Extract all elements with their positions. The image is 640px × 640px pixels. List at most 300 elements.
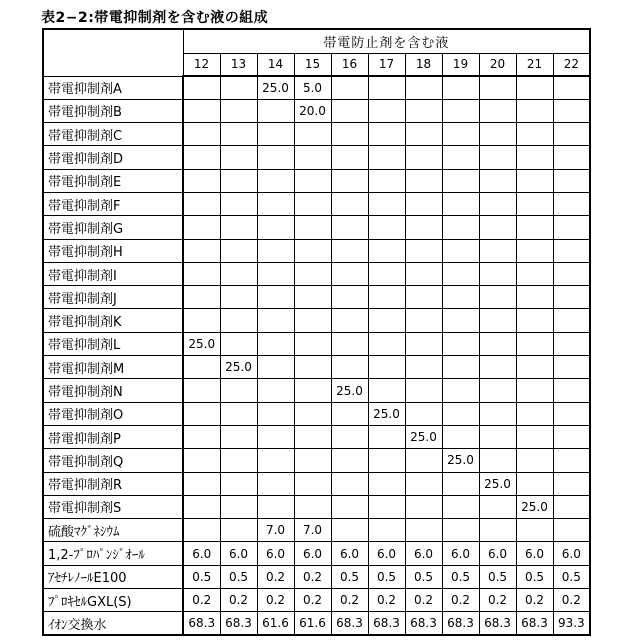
value-cell — [257, 262, 294, 285]
column-header: 17 — [368, 53, 405, 76]
value-cell — [368, 192, 405, 215]
value-cell — [442, 192, 479, 215]
group-header-row — [43, 29, 590, 53]
value-cell — [220, 192, 257, 215]
value-cell — [220, 495, 257, 518]
value-cell: 0.5 — [479, 565, 516, 588]
value-cell: 6.0 — [183, 542, 220, 565]
value-cell — [257, 495, 294, 518]
value-cell — [183, 76, 220, 99]
value-cell: 0.5 — [368, 565, 405, 588]
value-cell — [331, 495, 368, 518]
value-cell — [368, 169, 405, 192]
value-cell — [516, 192, 553, 215]
value-cell: 25.0 — [368, 402, 405, 425]
table-row — [43, 309, 590, 332]
value-cell — [294, 123, 331, 146]
value-cell: 25.0 — [331, 379, 368, 402]
value-cell — [220, 519, 257, 542]
value-cell: 25.0 — [183, 332, 220, 355]
value-cell: 0.2 — [442, 589, 479, 612]
value-cell — [405, 472, 442, 495]
value-cell — [183, 262, 220, 285]
value-cell: 0.2 — [479, 589, 516, 612]
table-row — [43, 76, 590, 99]
value-cell — [516, 356, 553, 379]
value-cell — [405, 76, 442, 99]
row-label: 帯電抑制剤D — [43, 146, 183, 169]
value-cell: 6.0 — [220, 542, 257, 565]
value-cell — [516, 519, 553, 542]
value-cell — [257, 449, 294, 472]
value-cell — [368, 262, 405, 285]
value-cell: 0.2 — [368, 589, 405, 612]
value-cell — [257, 123, 294, 146]
value-cell — [183, 146, 220, 169]
value-cell — [183, 239, 220, 262]
value-cell — [331, 262, 368, 285]
value-cell — [220, 146, 257, 169]
column-header: 15 — [294, 53, 331, 76]
value-cell: 68.3 — [220, 612, 257, 635]
value-cell: 7.0 — [257, 519, 294, 542]
value-cell — [257, 425, 294, 448]
value-cell: 25.0 — [479, 472, 516, 495]
value-cell — [442, 425, 479, 448]
value-cell — [294, 356, 331, 379]
value-cell — [294, 449, 331, 472]
value-cell: 6.0 — [516, 542, 553, 565]
table-row — [43, 146, 590, 169]
value-cell: 0.2 — [553, 589, 590, 612]
value-cell — [331, 402, 368, 425]
value-cell — [368, 123, 405, 146]
value-cell — [479, 99, 516, 122]
value-cell — [405, 309, 442, 332]
value-cell — [183, 216, 220, 239]
value-cell — [553, 99, 590, 122]
value-cell — [479, 519, 516, 542]
value-cell — [442, 146, 479, 169]
group-header: 帯電防止剤を含む液 — [183, 29, 590, 53]
value-cell — [553, 379, 590, 402]
value-cell: 0.2 — [294, 589, 331, 612]
table-row — [43, 589, 590, 612]
row-label: 帯電抑制剤H — [43, 239, 183, 262]
value-cell — [257, 309, 294, 332]
value-cell — [257, 472, 294, 495]
value-cell — [516, 76, 553, 99]
value-cell — [220, 169, 257, 192]
value-cell — [257, 239, 294, 262]
value-cell — [442, 472, 479, 495]
value-cell — [405, 356, 442, 379]
value-cell — [479, 425, 516, 448]
value-cell — [220, 216, 257, 239]
row-label: 帯電抑制剤R — [43, 472, 183, 495]
value-cell — [479, 495, 516, 518]
value-cell: 0.5 — [220, 565, 257, 588]
value-cell: 68.3 — [405, 612, 442, 635]
value-cell — [331, 332, 368, 355]
value-cell — [294, 332, 331, 355]
value-cell: 0.2 — [516, 589, 553, 612]
row-label: 硫酸ﾏｸﾞﾈｼｳﾑ — [43, 519, 183, 542]
value-cell — [220, 123, 257, 146]
table-row — [43, 169, 590, 192]
value-cell: 68.3 — [368, 612, 405, 635]
value-cell — [405, 169, 442, 192]
row-label: ｲｵﾝ交換水 — [43, 612, 183, 635]
value-cell — [220, 99, 257, 122]
value-cell — [516, 425, 553, 448]
value-cell — [442, 332, 479, 355]
value-cell — [479, 123, 516, 146]
value-cell — [294, 286, 331, 309]
value-cell — [368, 472, 405, 495]
value-cell — [405, 519, 442, 542]
value-cell — [516, 123, 553, 146]
value-cell — [294, 309, 331, 332]
value-cell — [368, 495, 405, 518]
value-cell — [516, 146, 553, 169]
value-cell: 0.2 — [331, 589, 368, 612]
row-label: 帯電抑制剤K — [43, 309, 183, 332]
value-cell — [368, 379, 405, 402]
value-cell — [294, 192, 331, 215]
value-cell — [405, 239, 442, 262]
value-cell: 6.0 — [553, 542, 590, 565]
value-cell — [516, 286, 553, 309]
row-label: 帯電抑制剤O — [43, 402, 183, 425]
value-cell — [553, 495, 590, 518]
value-cell — [368, 356, 405, 379]
value-cell — [405, 192, 442, 215]
value-cell — [479, 332, 516, 355]
table-row — [43, 402, 590, 425]
value-cell — [553, 425, 590, 448]
value-cell — [553, 146, 590, 169]
value-cell — [405, 286, 442, 309]
value-cell — [294, 216, 331, 239]
value-cell: 7.0 — [294, 519, 331, 542]
value-cell: 0.5 — [442, 565, 479, 588]
value-cell — [553, 169, 590, 192]
value-cell — [331, 472, 368, 495]
value-cell: 0.2 — [294, 565, 331, 588]
value-cell — [442, 402, 479, 425]
value-cell — [331, 146, 368, 169]
value-cell: 6.0 — [257, 542, 294, 565]
value-cell — [368, 449, 405, 472]
value-cell — [553, 216, 590, 239]
value-cell — [368, 239, 405, 262]
value-cell: 6.0 — [331, 542, 368, 565]
table-row — [43, 262, 590, 285]
table-row — [43, 379, 590, 402]
value-cell — [294, 472, 331, 495]
table-row — [43, 286, 590, 309]
value-cell — [516, 379, 553, 402]
value-cell — [220, 425, 257, 448]
row-label: 帯電抑制剤N — [43, 379, 183, 402]
value-cell — [442, 262, 479, 285]
value-cell: 6.0 — [294, 542, 331, 565]
value-cell — [479, 356, 516, 379]
value-cell — [331, 192, 368, 215]
value-cell — [553, 332, 590, 355]
value-cell — [553, 356, 590, 379]
row-label: 帯電抑制剤I — [43, 262, 183, 285]
value-cell — [331, 309, 368, 332]
value-cell — [368, 286, 405, 309]
value-cell — [553, 76, 590, 99]
value-cell — [405, 495, 442, 518]
row-label: 帯電抑制剤A — [43, 76, 183, 99]
value-cell — [442, 76, 479, 99]
value-cell — [331, 123, 368, 146]
column-header: 14 — [257, 53, 294, 76]
value-cell — [294, 169, 331, 192]
value-cell: 25.0 — [220, 356, 257, 379]
row-label: ｱｾﾁﾚﾉｰﾙE100 — [43, 565, 183, 588]
value-cell — [516, 169, 553, 192]
value-cell — [479, 146, 516, 169]
value-cell: 0.5 — [331, 565, 368, 588]
value-cell — [479, 192, 516, 215]
value-cell: 93.3 — [553, 612, 590, 635]
value-cell: 6.0 — [479, 542, 516, 565]
value-cell — [479, 262, 516, 285]
value-cell: 68.3 — [183, 612, 220, 635]
value-cell — [442, 239, 479, 262]
value-cell — [331, 216, 368, 239]
value-cell: 20.0 — [294, 99, 331, 122]
table-row — [43, 99, 590, 122]
value-cell — [442, 216, 479, 239]
value-cell — [220, 286, 257, 309]
value-cell — [294, 495, 331, 518]
value-cell — [294, 379, 331, 402]
value-cell — [479, 379, 516, 402]
value-cell — [442, 169, 479, 192]
value-cell: 25.0 — [442, 449, 479, 472]
column-header: 21 — [516, 53, 553, 76]
row-label: 1,2-ﾌﾟﾛﾊﾟﾝｼﾞｵｰﾙ — [43, 542, 183, 565]
value-cell: 25.0 — [405, 425, 442, 448]
value-cell — [516, 402, 553, 425]
value-cell: 68.3 — [442, 612, 479, 635]
value-cell — [331, 449, 368, 472]
value-cell — [294, 239, 331, 262]
value-cell — [516, 239, 553, 262]
value-cell — [183, 169, 220, 192]
value-cell: 25.0 — [257, 76, 294, 99]
value-cell — [183, 472, 220, 495]
value-cell — [405, 146, 442, 169]
value-cell — [553, 309, 590, 332]
value-cell — [257, 216, 294, 239]
value-cell — [257, 379, 294, 402]
value-cell — [294, 262, 331, 285]
composition-table — [42, 28, 591, 636]
value-cell — [516, 99, 553, 122]
value-cell — [553, 192, 590, 215]
value-cell — [479, 76, 516, 99]
row-label: 帯電抑制剤M — [43, 356, 183, 379]
table-row — [43, 495, 590, 518]
table-row — [43, 332, 590, 355]
value-cell — [257, 169, 294, 192]
value-cell: 68.3 — [516, 612, 553, 635]
value-cell — [442, 286, 479, 309]
column-header: 18 — [405, 53, 442, 76]
value-cell — [331, 286, 368, 309]
value-cell — [479, 169, 516, 192]
value-cell — [368, 519, 405, 542]
column-header: 19 — [442, 53, 479, 76]
value-cell — [220, 309, 257, 332]
value-cell — [553, 449, 590, 472]
value-cell — [368, 425, 405, 448]
corner-cell — [43, 29, 183, 76]
value-cell — [479, 216, 516, 239]
value-cell — [220, 76, 257, 99]
value-cell — [368, 76, 405, 99]
row-label: 帯電抑制剤B — [43, 99, 183, 122]
value-cell — [442, 123, 479, 146]
value-cell — [257, 286, 294, 309]
value-cell — [368, 146, 405, 169]
value-cell — [294, 146, 331, 169]
value-cell — [553, 472, 590, 495]
table-row — [43, 565, 590, 588]
row-label: 帯電抑制剤Q — [43, 449, 183, 472]
table-row — [43, 519, 590, 542]
value-cell: 0.2 — [183, 589, 220, 612]
row-label: ﾌﾟﾛｷｾﾙGXL(S) — [43, 589, 183, 612]
value-cell — [331, 519, 368, 542]
value-cell — [516, 332, 553, 355]
value-cell — [405, 123, 442, 146]
value-cell: 0.5 — [405, 565, 442, 588]
value-cell: 6.0 — [405, 542, 442, 565]
value-cell — [257, 192, 294, 215]
value-cell — [294, 425, 331, 448]
table-row — [43, 356, 590, 379]
table-row — [43, 425, 590, 448]
value-cell: 68.3 — [479, 612, 516, 635]
value-cell: 61.6 — [257, 612, 294, 635]
value-cell — [442, 519, 479, 542]
value-cell — [516, 216, 553, 239]
value-cell — [405, 262, 442, 285]
value-cell — [368, 309, 405, 332]
value-cell — [257, 146, 294, 169]
value-cell — [516, 309, 553, 332]
value-cell: 0.5 — [183, 565, 220, 588]
value-cell — [479, 309, 516, 332]
value-cell — [331, 99, 368, 122]
row-label: 帯電抑制剤C — [43, 123, 183, 146]
value-cell — [442, 309, 479, 332]
value-cell — [442, 356, 479, 379]
value-cell — [516, 262, 553, 285]
value-cell — [368, 216, 405, 239]
table-row — [43, 216, 590, 239]
value-cell — [183, 309, 220, 332]
value-cell — [479, 239, 516, 262]
value-cell — [405, 99, 442, 122]
table-row — [43, 472, 590, 495]
value-cell: 6.0 — [368, 542, 405, 565]
value-cell — [220, 332, 257, 355]
value-cell — [183, 286, 220, 309]
value-cell — [257, 332, 294, 355]
value-cell — [183, 519, 220, 542]
column-header: 16 — [331, 53, 368, 76]
value-cell: 0.2 — [257, 589, 294, 612]
value-cell — [183, 379, 220, 402]
row-label: 帯電抑制剤J — [43, 286, 183, 309]
value-cell — [331, 425, 368, 448]
value-cell — [405, 402, 442, 425]
value-cell — [553, 239, 590, 262]
value-cell — [405, 449, 442, 472]
value-cell — [368, 332, 405, 355]
value-cell — [183, 402, 220, 425]
value-cell — [257, 356, 294, 379]
value-cell — [331, 76, 368, 99]
value-cell: 0.2 — [257, 565, 294, 588]
value-cell: 61.6 — [294, 612, 331, 635]
value-cell — [516, 472, 553, 495]
value-cell: 0.5 — [516, 565, 553, 588]
value-cell — [220, 239, 257, 262]
table-title: 表2−2:帯電抑制剤を含む液の組成 — [41, 10, 269, 26]
value-cell — [405, 379, 442, 402]
table-row — [43, 449, 590, 472]
value-cell — [331, 356, 368, 379]
table-row — [43, 612, 590, 635]
value-cell — [442, 99, 479, 122]
value-cell — [183, 425, 220, 448]
value-cell — [331, 169, 368, 192]
value-cell — [442, 379, 479, 402]
value-cell — [442, 495, 479, 518]
value-cell — [294, 402, 331, 425]
value-cell — [257, 402, 294, 425]
value-cell — [257, 99, 294, 122]
value-cell: 68.3 — [331, 612, 368, 635]
value-cell — [220, 472, 257, 495]
value-cell — [516, 449, 553, 472]
table-body — [43, 76, 590, 635]
table-row — [43, 192, 590, 215]
column-header: 12 — [183, 53, 220, 76]
row-label: 帯電抑制剤L — [43, 332, 183, 355]
value-cell — [220, 262, 257, 285]
value-cell: 0.5 — [553, 565, 590, 588]
value-cell — [553, 123, 590, 146]
value-cell — [553, 262, 590, 285]
value-cell — [183, 123, 220, 146]
value-cell — [479, 449, 516, 472]
value-cell — [553, 286, 590, 309]
value-cell — [479, 402, 516, 425]
table-row — [43, 542, 590, 565]
value-cell — [405, 216, 442, 239]
